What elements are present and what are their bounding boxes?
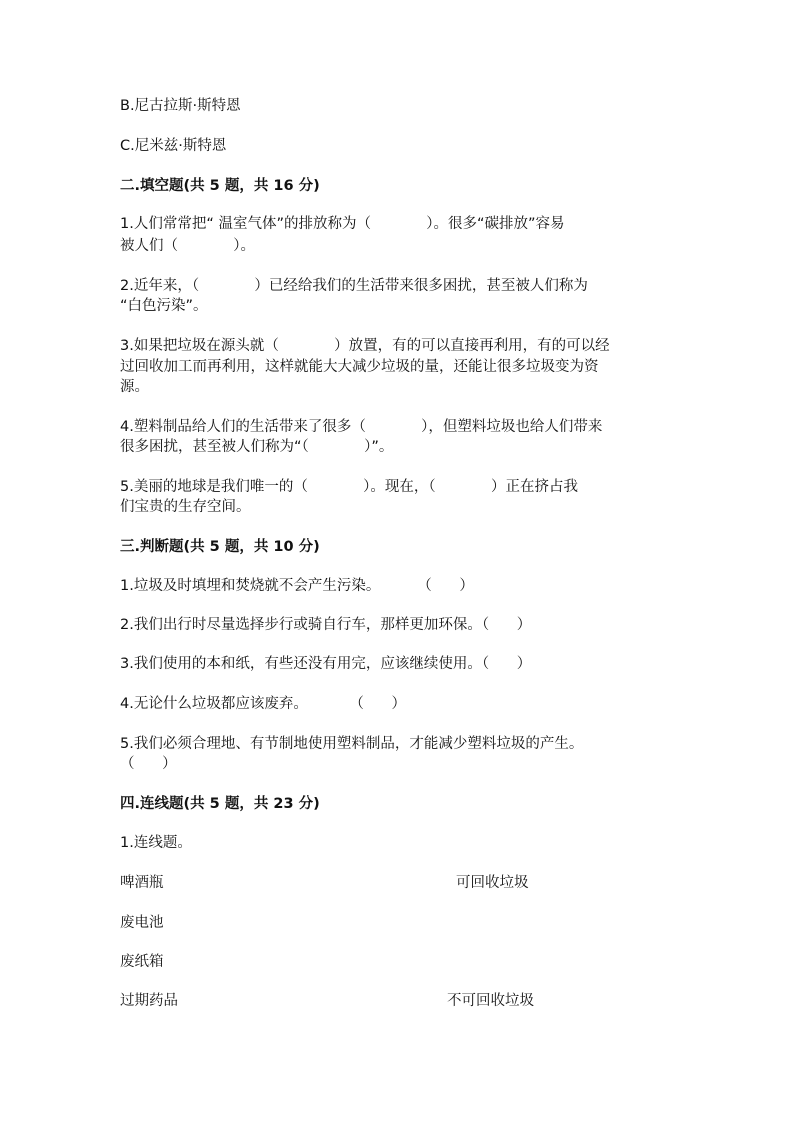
fill-q5-line2: 们宝贵的生存空间。	[120, 499, 251, 515]
fill-q4-line2: 很多困扰，甚至被人们称为“（ ）”。	[120, 439, 394, 455]
match-left-item: 废纸箱	[120, 954, 164, 970]
option-c: C.尼米兹·斯特恩	[120, 138, 227, 154]
fill-q1-line2: 被人们（ ）。	[120, 238, 256, 254]
match-right-item: 不可回收垃圾	[447, 993, 534, 1009]
judge-q3: 3.我们使用的本和纸，有些还没有用完，应该继续使用。（ ）	[120, 656, 532, 672]
judge-q5-line1: 5.我们必须合理地、有节制地使用塑料制品，才能减少塑料垃圾的产生。	[120, 736, 584, 752]
judge-q5-line2: （ ）	[120, 756, 177, 772]
section-3-heading: 三.判断题(共 5 题，共 10 分)	[120, 539, 320, 555]
judge-q1: 1.垃圾及时填埋和焚烧就不会产生污染。 （ ）	[120, 578, 474, 594]
fill-q2-line2: “白色污染”。	[120, 298, 208, 314]
option-b: B.尼古拉斯·斯特恩	[120, 98, 241, 114]
section-4-heading: 四.连线题(共 5 题，共 23 分)	[120, 796, 320, 812]
match-left-item: 废电池	[120, 915, 164, 931]
fill-q3-line1: 3.如果把垃圾在源头就（ ）放置，有的可以直接再利用，有的可以经	[120, 338, 610, 354]
judge-q2: 2.我们出行时尽量选择步行或骑自行车，那样更加环保。（ ）	[120, 617, 532, 633]
fill-q1-line1: 1.人们常常把“ 温室气体”的排放称为（ ）。很多“碳排放”容易	[120, 216, 565, 232]
fill-q3-line3: 源。	[120, 379, 149, 395]
match-q1: 1.连线题。	[120, 835, 192, 851]
fill-q2-line1: 2.近年来，（ ）已经给我们的生活带来很多困扰，甚至被人们称为	[120, 278, 588, 294]
section-2-heading: 二.填空题(共 5 题，共 16 分)	[120, 178, 320, 194]
match-left-item: 过期药品	[120, 993, 178, 1009]
fill-q5-line1: 5.美丽的地球是我们唯一的（ ）。现在，（ ）正在挤占我	[120, 479, 578, 495]
match-left-item: 啤酒瓶	[120, 875, 164, 891]
fill-q3-line2: 过回收加工而再利用，这样就能大大减少垃圾的量，还能让很多垃圾变为资	[120, 359, 599, 375]
judge-q4: 4.无论什么垃圾都应该废弃。 （ ）	[120, 696, 406, 712]
match-right-item: 可回收垃圾	[456, 875, 529, 891]
fill-q4-line1: 4.塑料制品给人们的生活带来了很多（ ），但塑料垃圾也给人们带来	[120, 419, 603, 435]
